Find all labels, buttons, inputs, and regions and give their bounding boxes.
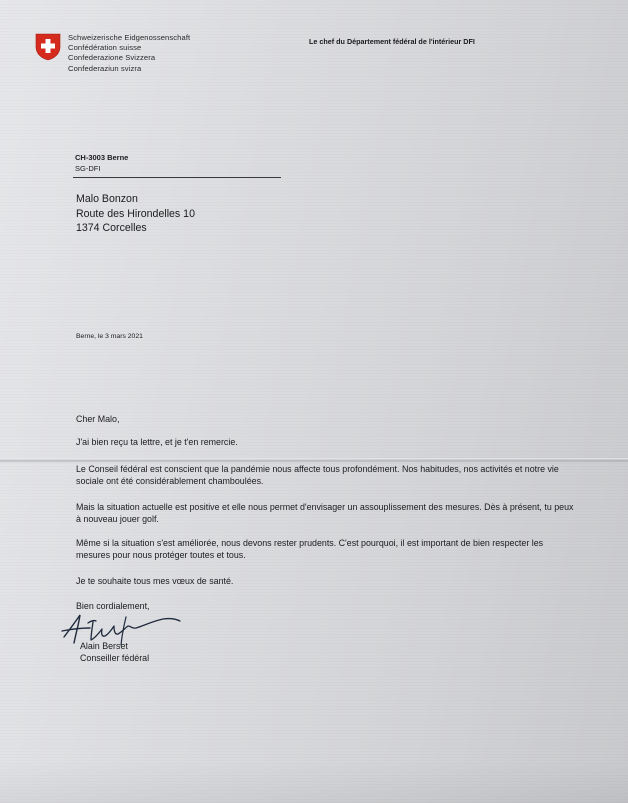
swiss-cross-icon [35, 33, 61, 61]
sender-place: CH-3003 Berne [75, 153, 129, 162]
department-heading: Le chef du Département fédéral de l'intérieur DFI [309, 37, 475, 46]
body-paragraph: Mais la situation actuelle est positive et elle nous permet d'envisager un assouplissement des mesures. Dès à présent, tu peux à nouveau jouer golf. [76, 502, 574, 525]
body-paragraph: Je te souhaite tous mes vœux de santé. [76, 576, 234, 586]
body-paragraph: Même si la situation s'est améliorée, nous devons rester prudents. C'est pourquoi, il est important de bien respecter les mesures pour nous protéger toutes et tous. [76, 538, 544, 561]
confederation-line: Confédération suisse [68, 43, 142, 53]
recipient-address [76, 192, 195, 236]
confederation-line: Confederaziun svizra [68, 63, 142, 73]
confederation-names [68, 33, 190, 74]
recipient-line: Route des Hirondelles 10 [76, 207, 195, 220]
sender-divider [73, 177, 281, 178]
closing: Bien cordialement, [76, 601, 150, 611]
sender-reference: SG-DFI [75, 164, 101, 173]
page-shadow [0, 760, 628, 803]
confederation-line: Confederazione Svizzera [68, 53, 156, 63]
signer-title: Conseiller fédéral [80, 653, 150, 664]
letter-date: Berne, le 3 mars 2021 [76, 333, 143, 340]
recipient-line: 1374 Corcelles [76, 222, 147, 234]
signer-name: Alain Berset [80, 641, 128, 651]
confederation-line: Schweizerische Eidgenossenschaft [68, 33, 191, 42]
salutation: Cher Malo, [76, 414, 120, 424]
body-paragraph: Le Conseil fédéral est conscient que la pandémie nous affecte tous profondément. Nos habitudes, nos activités et notre vie sociale ont été considérablement chamboulées. [76, 464, 559, 487]
body-paragraph: J'ai bien reçu ta lettre, et je t'en remercie. [76, 437, 238, 447]
signer-block [80, 640, 149, 665]
recipient-line: Malo Bonzon [76, 193, 138, 205]
